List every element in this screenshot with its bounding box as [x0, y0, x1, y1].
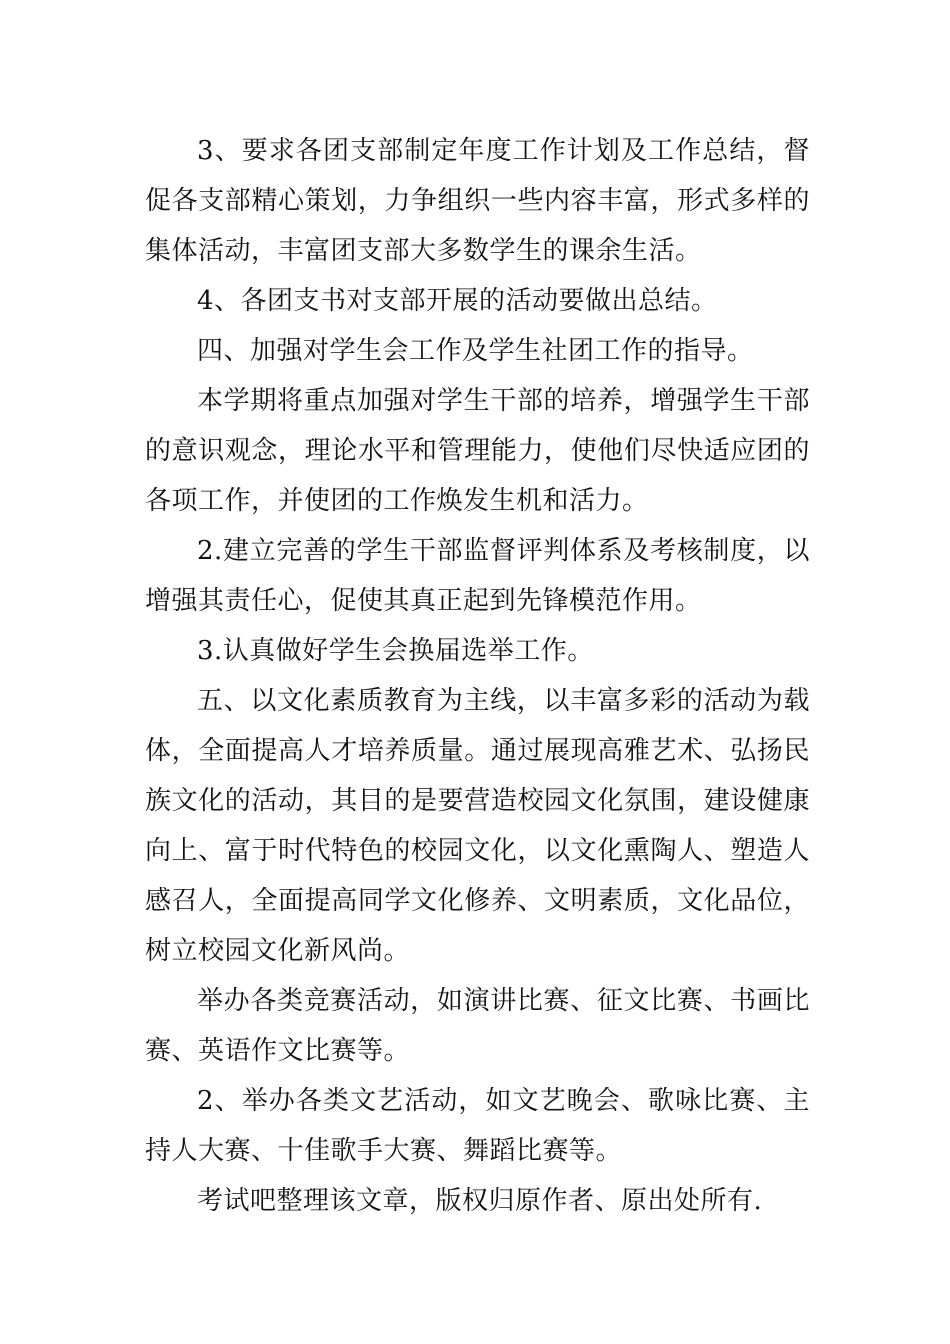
paragraph-item-3-election: 3.认真做好学生会换届选举工作。 — [197, 636, 594, 666]
section-heading-4: 四、加强对学生会工作及学生社团工作的指导。 — [197, 336, 754, 366]
section-heading-5: 五、以文化素质教育为主线，以丰富多彩的活动为载体，全面提高人才培养质量。通过展现高雅艺术、弘扬民族文化的活动，其目的是要营造校园文化氛围，建设健康向上、富于时代特色的校园文化，以文化熏陶人、塑造人感召人，全面提高同学文化修养、文明素质，文化品位，树立校园文化新风尚。 — [145, 686, 810, 966]
paragraph-copyright-note: 考试吧整理该文章，版权归原作者、原出处所有. — [197, 1186, 763, 1216]
document-body — [145, 126, 810, 1226]
paragraph-competitions: 举办各类竞赛活动，如演讲比赛、征文比赛、书画比赛、英语作文比赛等。 — [145, 986, 810, 1066]
paragraph-item-2-supervision: 2.建立完善的学生干部监督评判体系及考核制度，以增强其责任心，促使其真正起到先锋模范作用。 — [145, 536, 810, 616]
paragraph-item-4-summary: 4、各团支书对支部开展的活动要做出总结。 — [197, 286, 718, 316]
paragraph-item-2-arts: 2、举办各类文艺活动，如文艺晚会、歌咏比赛、主持人大赛、十佳歌手大赛、舞蹈比赛等。 — [145, 1086, 810, 1166]
paragraph-item-3-plan: 3、要求各团支部制定年度工作计划及工作总结，督促各支部精心策划，力争组织一些内容丰富，形式多样的集体活动，丰富团支部大多数学生的课余生活。 — [145, 136, 810, 266]
paragraph-cadre-training: 本学期将重点加强对学生干部的培养，增强学生干部的意识观念，理论水平和管理能力，使他们尽快适应团的各项工作，并使团的工作焕发生机和活力。 — [145, 386, 810, 516]
